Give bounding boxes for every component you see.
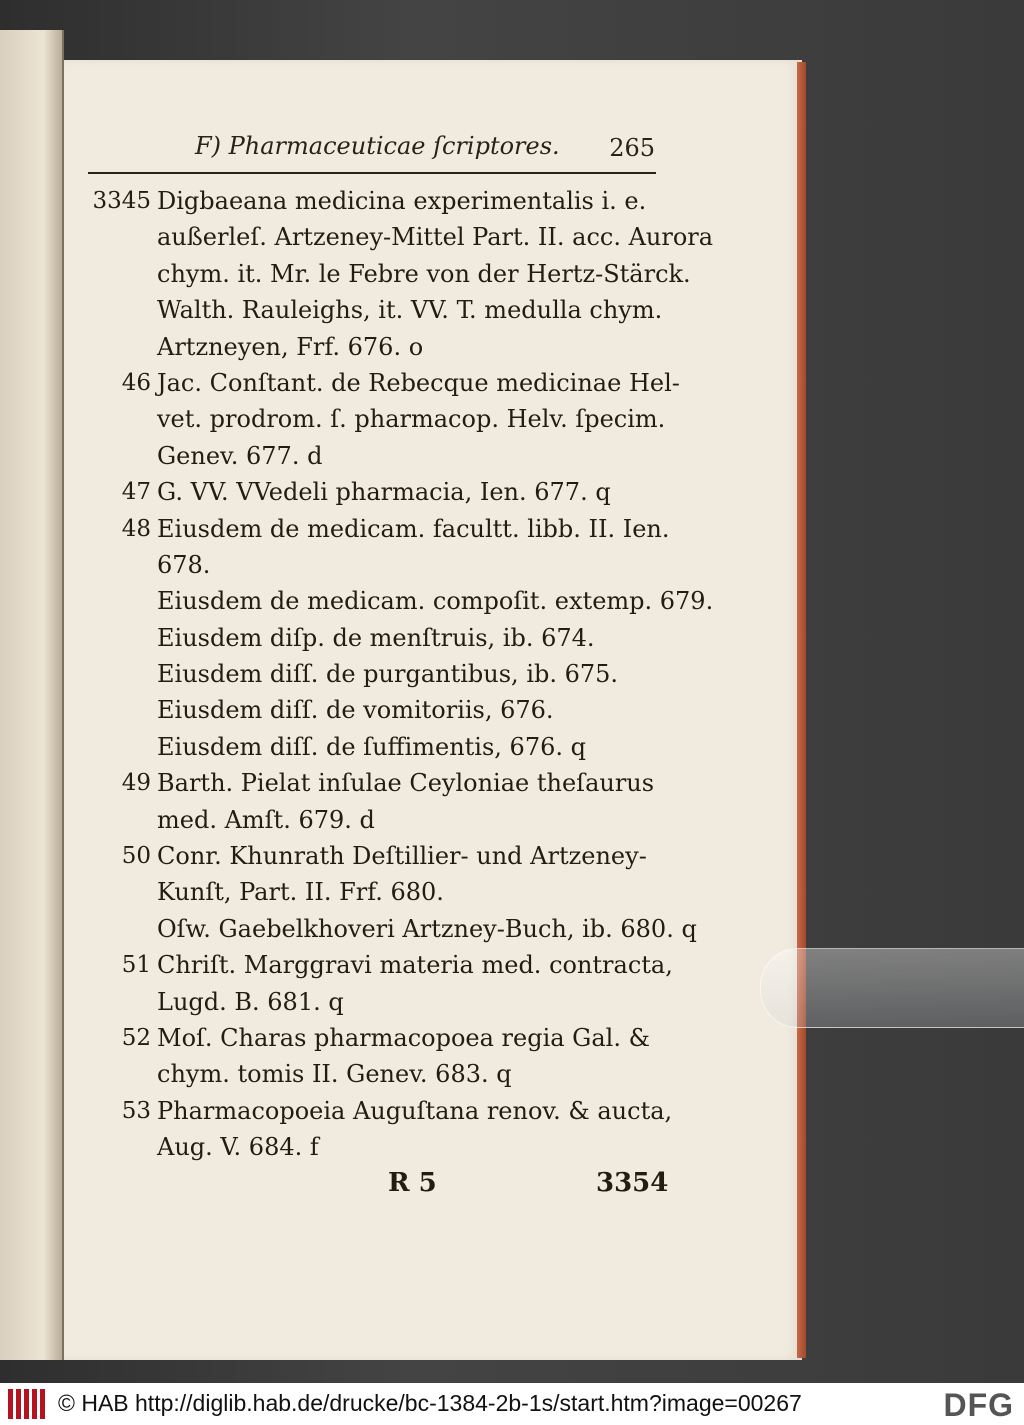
entry-line bbox=[85, 911, 697, 947]
catalog-entry bbox=[85, 511, 714, 766]
entry-line bbox=[85, 401, 665, 437]
left-page-edge bbox=[0, 30, 64, 1360]
dfg-logo: DFG bbox=[943, 1387, 1014, 1423]
entry-number: 52 bbox=[121, 1024, 151, 1051]
catalog-entry bbox=[85, 365, 680, 474]
entry-line bbox=[85, 692, 665, 728]
catalog-entry bbox=[85, 838, 697, 947]
page-header bbox=[195, 132, 655, 172]
entry-line bbox=[85, 838, 665, 874]
entry-line bbox=[85, 474, 665, 510]
entry-text: Genev. 677. d bbox=[157, 441, 323, 470]
entry-text: chym. it. Mr. le Febre von der Hertz-Stärck. bbox=[157, 259, 691, 288]
entry-text: Conr. Khunrath Deſtillier- und Artzeney- bbox=[157, 842, 647, 871]
entry-text: Digbaeana medicina experimentalis i. e. bbox=[157, 187, 647, 215]
entry-text: Pharmacopoeia Auguſtana renov. & aucta, bbox=[157, 1096, 673, 1125]
entry-line bbox=[85, 292, 665, 328]
entry-line bbox=[85, 256, 691, 292]
catalog-entry bbox=[85, 947, 673, 1020]
entry-number: 51 bbox=[121, 952, 151, 979]
entry-line bbox=[85, 620, 665, 656]
hab-logo-icon bbox=[8, 1389, 48, 1419]
entry-line bbox=[85, 438, 665, 474]
entry-text: Eiusdem diſſ. de purgantibus, ib. 675. bbox=[157, 660, 619, 689]
entry-line bbox=[85, 947, 673, 983]
entry-list bbox=[85, 183, 714, 1166]
entry-line bbox=[85, 329, 665, 365]
entry-line bbox=[85, 765, 665, 801]
entry-line bbox=[85, 802, 665, 838]
entry-line bbox=[85, 729, 665, 765]
footer-bar bbox=[0, 1383, 1024, 1425]
entry-line bbox=[85, 1056, 665, 1092]
entry-number: 53 bbox=[121, 1097, 151, 1124]
signature-mark: R 5 bbox=[388, 1168, 437, 1198]
entry-text: Chriſt. Marggravi materia med. contracta, bbox=[157, 951, 673, 980]
entry-text: Eiusdem diſſ. de vomitoriis, 676. bbox=[157, 696, 554, 725]
transparent-ruler bbox=[760, 948, 1024, 1028]
entry-line bbox=[85, 1093, 673, 1129]
entry-number: 49 bbox=[121, 770, 151, 797]
entry-line bbox=[85, 511, 670, 547]
catalog-entry bbox=[85, 1020, 665, 1093]
catalog-entry bbox=[85, 765, 665, 838]
catchword: 3354 bbox=[596, 1168, 669, 1198]
entry-text: vet. prodrom. ſ. pharmacop. Helv. ſpecim. bbox=[157, 405, 666, 434]
entry-text: Eiusdem de medicam. facultt. libb. II. Ien. bbox=[157, 514, 670, 543]
entry-number: 48 bbox=[121, 515, 151, 542]
entry-text: med. Amſt. 679. d bbox=[157, 805, 375, 834]
entry-number: 47 bbox=[121, 479, 151, 506]
entry-text: Eiusdem de medicam. compoſit. extemp. 679. bbox=[157, 587, 714, 616]
entry-number: 50 bbox=[121, 843, 151, 870]
entry-line bbox=[85, 547, 665, 583]
entry-text: Eiusdem diſp. de menſtruis, ib. 674. bbox=[157, 623, 595, 652]
entry-number: 46 bbox=[121, 369, 151, 396]
catalog-entry bbox=[85, 1093, 673, 1166]
page-red-edge bbox=[797, 62, 806, 1358]
entry-line bbox=[85, 219, 714, 255]
entry-text: Barth. Pielat inſulae Ceyloniae theſaurus bbox=[157, 769, 655, 798]
entry-line bbox=[85, 365, 680, 401]
entry-text: Aug. V. 684. f bbox=[157, 1133, 319, 1162]
entry-text: chym. tomis II. Genev. 683. q bbox=[157, 1060, 512, 1089]
entry-line bbox=[85, 583, 714, 619]
entry-line bbox=[85, 984, 665, 1020]
catalog-entry bbox=[85, 183, 714, 365]
entry-text: G. VV. VVedeli pharmacia, Ien. 677. q bbox=[157, 478, 611, 507]
running-head: F) Pharmaceuticae ſcriptores. bbox=[195, 132, 560, 160]
entry-text: außerleſ. Artzeney-Mittel Part. II. acc. Aurora bbox=[157, 223, 714, 252]
entry-line bbox=[85, 874, 665, 910]
entry-text: Jac. Conſtant. de Rebecque medicinae Hel- bbox=[157, 368, 680, 397]
entry-text: Artzneyen, Frf. 676. o bbox=[157, 332, 424, 361]
entry-line bbox=[85, 1020, 665, 1056]
entry-text: 678. bbox=[157, 550, 211, 579]
entry-number: 3345 bbox=[92, 188, 151, 214]
footer-link[interactable]: © HAB http://diglib.hab.de/drucke/bc-1384-2b-1s/start.htm?image=00267 bbox=[58, 1390, 802, 1416]
entry-text: Kunſt, Part. II. Frf. 680. bbox=[157, 878, 444, 907]
entry-text: Moſ. Charas pharmacopoea regia Gal. & bbox=[157, 1023, 650, 1052]
entry-text: Eiusdem diſſ. de ſuffimentis, 676. q bbox=[157, 732, 586, 761]
entry-line bbox=[85, 183, 665, 219]
entry-text: Walth. Rauleighs, it. VV. T. medulla chym. bbox=[157, 296, 663, 325]
header-rule bbox=[88, 172, 656, 174]
page-number: 265 bbox=[609, 134, 655, 162]
entry-line bbox=[85, 1129, 665, 1165]
entry-line bbox=[85, 656, 665, 692]
catalog-entry bbox=[85, 474, 665, 510]
entry-text: Lugd. B. 681. q bbox=[157, 987, 344, 1016]
entry-text: Oſw. Gaebelkhoveri Artzney-Buch, ib. 680. q bbox=[157, 914, 697, 943]
